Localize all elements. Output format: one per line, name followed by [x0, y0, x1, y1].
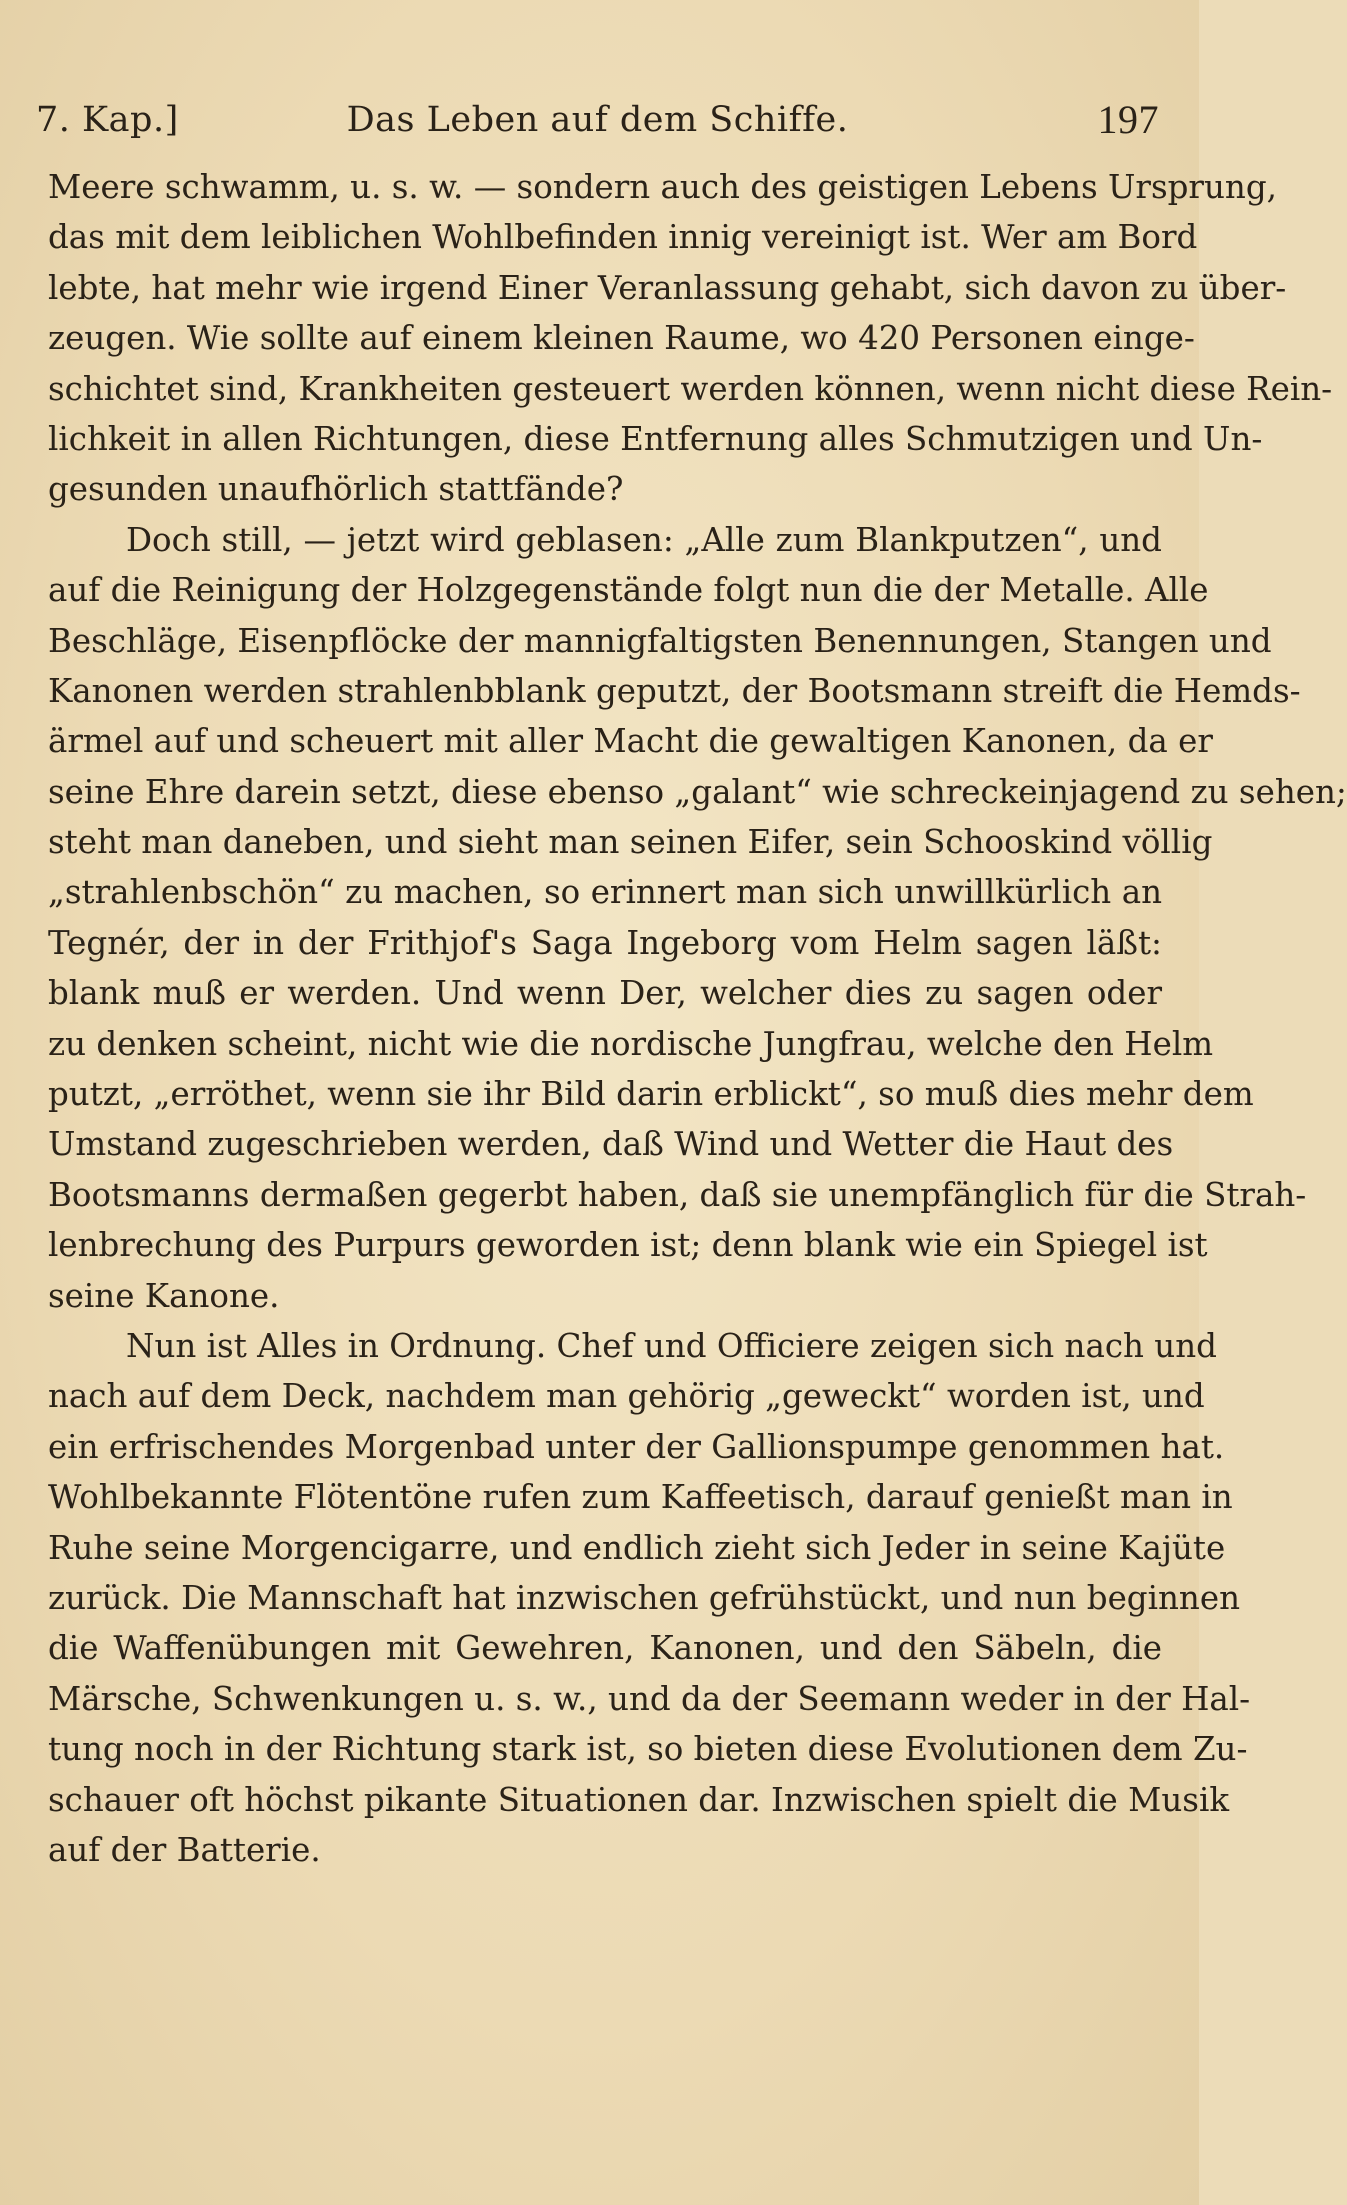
text-line: lebte, hat mehr wie irgend Einer Veranlassung gehabt, sich davon zu über- [48, 268, 1287, 307]
text-line: Kanonen werden strahlenbblank geputzt, der Bootsmann streift die Hemds- [48, 671, 1301, 710]
text-line: Wohlbekannte Flötentöne rufen zum Kaffeetisch, darauf genießt man in [48, 1478, 1233, 1517]
paragraph [48, 515, 1347, 1321]
body-text [48, 162, 1347, 1875]
text-line: tung noch in der Richtung stark ist, so bieten diese Evolutionen dem Zu- [48, 1730, 1248, 1769]
text-line: schauer oft höchst pikante Situationen dar. Inzwischen spielt die Musik [48, 1780, 1230, 1819]
page-number: 197 [1097, 97, 1159, 142]
text-line: seine Ehre darein setzt, diese ebenso „galant“ wie schreckeinjagend zu sehen; [48, 772, 1347, 811]
text-line: Umstand zugeschrieben werden, daß Wind und Wetter die Haut des [48, 1125, 1174, 1164]
text-line: zu denken scheint, nicht wie die nordische Jungfrau, welche den Helm [48, 1024, 1214, 1063]
text-line: ärmel auf und scheuert mit aller Macht die gewaltigen Kanonen, da er [48, 722, 1213, 761]
text-line: Märsche, Schwenkungen u. s. w., und da der Seemann weder in der Hal- [48, 1679, 1251, 1718]
text-line: schichtet sind, Krankheiten gesteuert werden können, wenn nicht diese Rein- [48, 369, 1333, 408]
text-line: zeugen. Wie sollte auf einem kleinen Raume, wo 420 Personen einge- [48, 319, 1195, 358]
text-line: blank muß er werden. Und wenn Der, welcher dies zu sagen oder [48, 974, 1162, 1013]
text-line: Bootsmanns dermaßen gegerbt haben, daß sie unempfänglich für die Strah- [48, 1175, 1307, 1214]
text-line: gesunden unaufhörlich stattfände? [48, 470, 624, 509]
text-line: das mit dem leiblichen Wohlbefinden innig vereinigt ist. Wer am Bord [48, 218, 1198, 257]
text-line: ein erfrischendes Morgenbad unter der Gallionspumpe genommen hat. [48, 1427, 1225, 1466]
text-line: steht man daneben, und sieht man seinen Eifer, sein Schooskind völlig [48, 823, 1213, 862]
chapter-label: 7. Kap.] [36, 100, 179, 140]
text-line: Beschläge, Eisenpflöcke der mannigfaltigsten Benennungen, Stangen und [48, 621, 1272, 660]
text-line: Tegnér, der in der Frithjof's Saga Ingeborg vom Helm sagen läßt: [48, 923, 1162, 962]
text-line: „strahlenbschön“ zu machen, so erinnert man sich unwillkürlich an [48, 873, 1162, 912]
text-line: auf der Batterie. [48, 1830, 321, 1869]
text-line: Nun ist Alles in Ordnung. Chef und Officiere zeigen sich nach und [126, 1326, 1217, 1365]
text-line: Ruhe seine Morgencigarre, und endlich zieht sich Jeder in seine Kajüte [48, 1528, 1226, 1567]
running-title: Das Leben auf dem Schiffe. [346, 100, 849, 140]
text-line: nach auf dem Deck, nachdem man gehörig „geweckt“ worden ist, und [48, 1377, 1205, 1416]
text-line: putzt, „erröthet, wenn sie ihr Bild darin erblickt“, so muß dies mehr dem [48, 1075, 1254, 1114]
text-line: lenbrechung des Purpurs geworden ist; denn blank wie ein Spiegel ist [48, 1226, 1208, 1265]
text-line: lichkeit in allen Richtungen, diese Entfernung alles Schmutzigen und Un- [48, 419, 1263, 458]
text-line: zurück. Die Mannschaft hat inzwischen gefrühstückt, und nun beginnen [48, 1578, 1241, 1617]
text-line: seine Kanone. [48, 1276, 280, 1315]
paragraph [48, 162, 1333, 515]
text-line: auf die Reinigung der Holzgegenstände folgt nun die der Metalle. Alle [48, 571, 1209, 610]
paragraph [48, 1321, 1251, 1875]
text-line: die Waffenübungen mit Gewehren, Kanonen, und den Säbeln, die [48, 1629, 1162, 1668]
page-header [36, 92, 1159, 148]
text-line: Doch still, — jetzt wird geblasen: „Alle zum Blankputzen“, und [126, 520, 1162, 559]
text-line: Meere schwamm, u. s. w. — sondern auch des geistigen Lebens Ursprung, [48, 168, 1277, 206]
